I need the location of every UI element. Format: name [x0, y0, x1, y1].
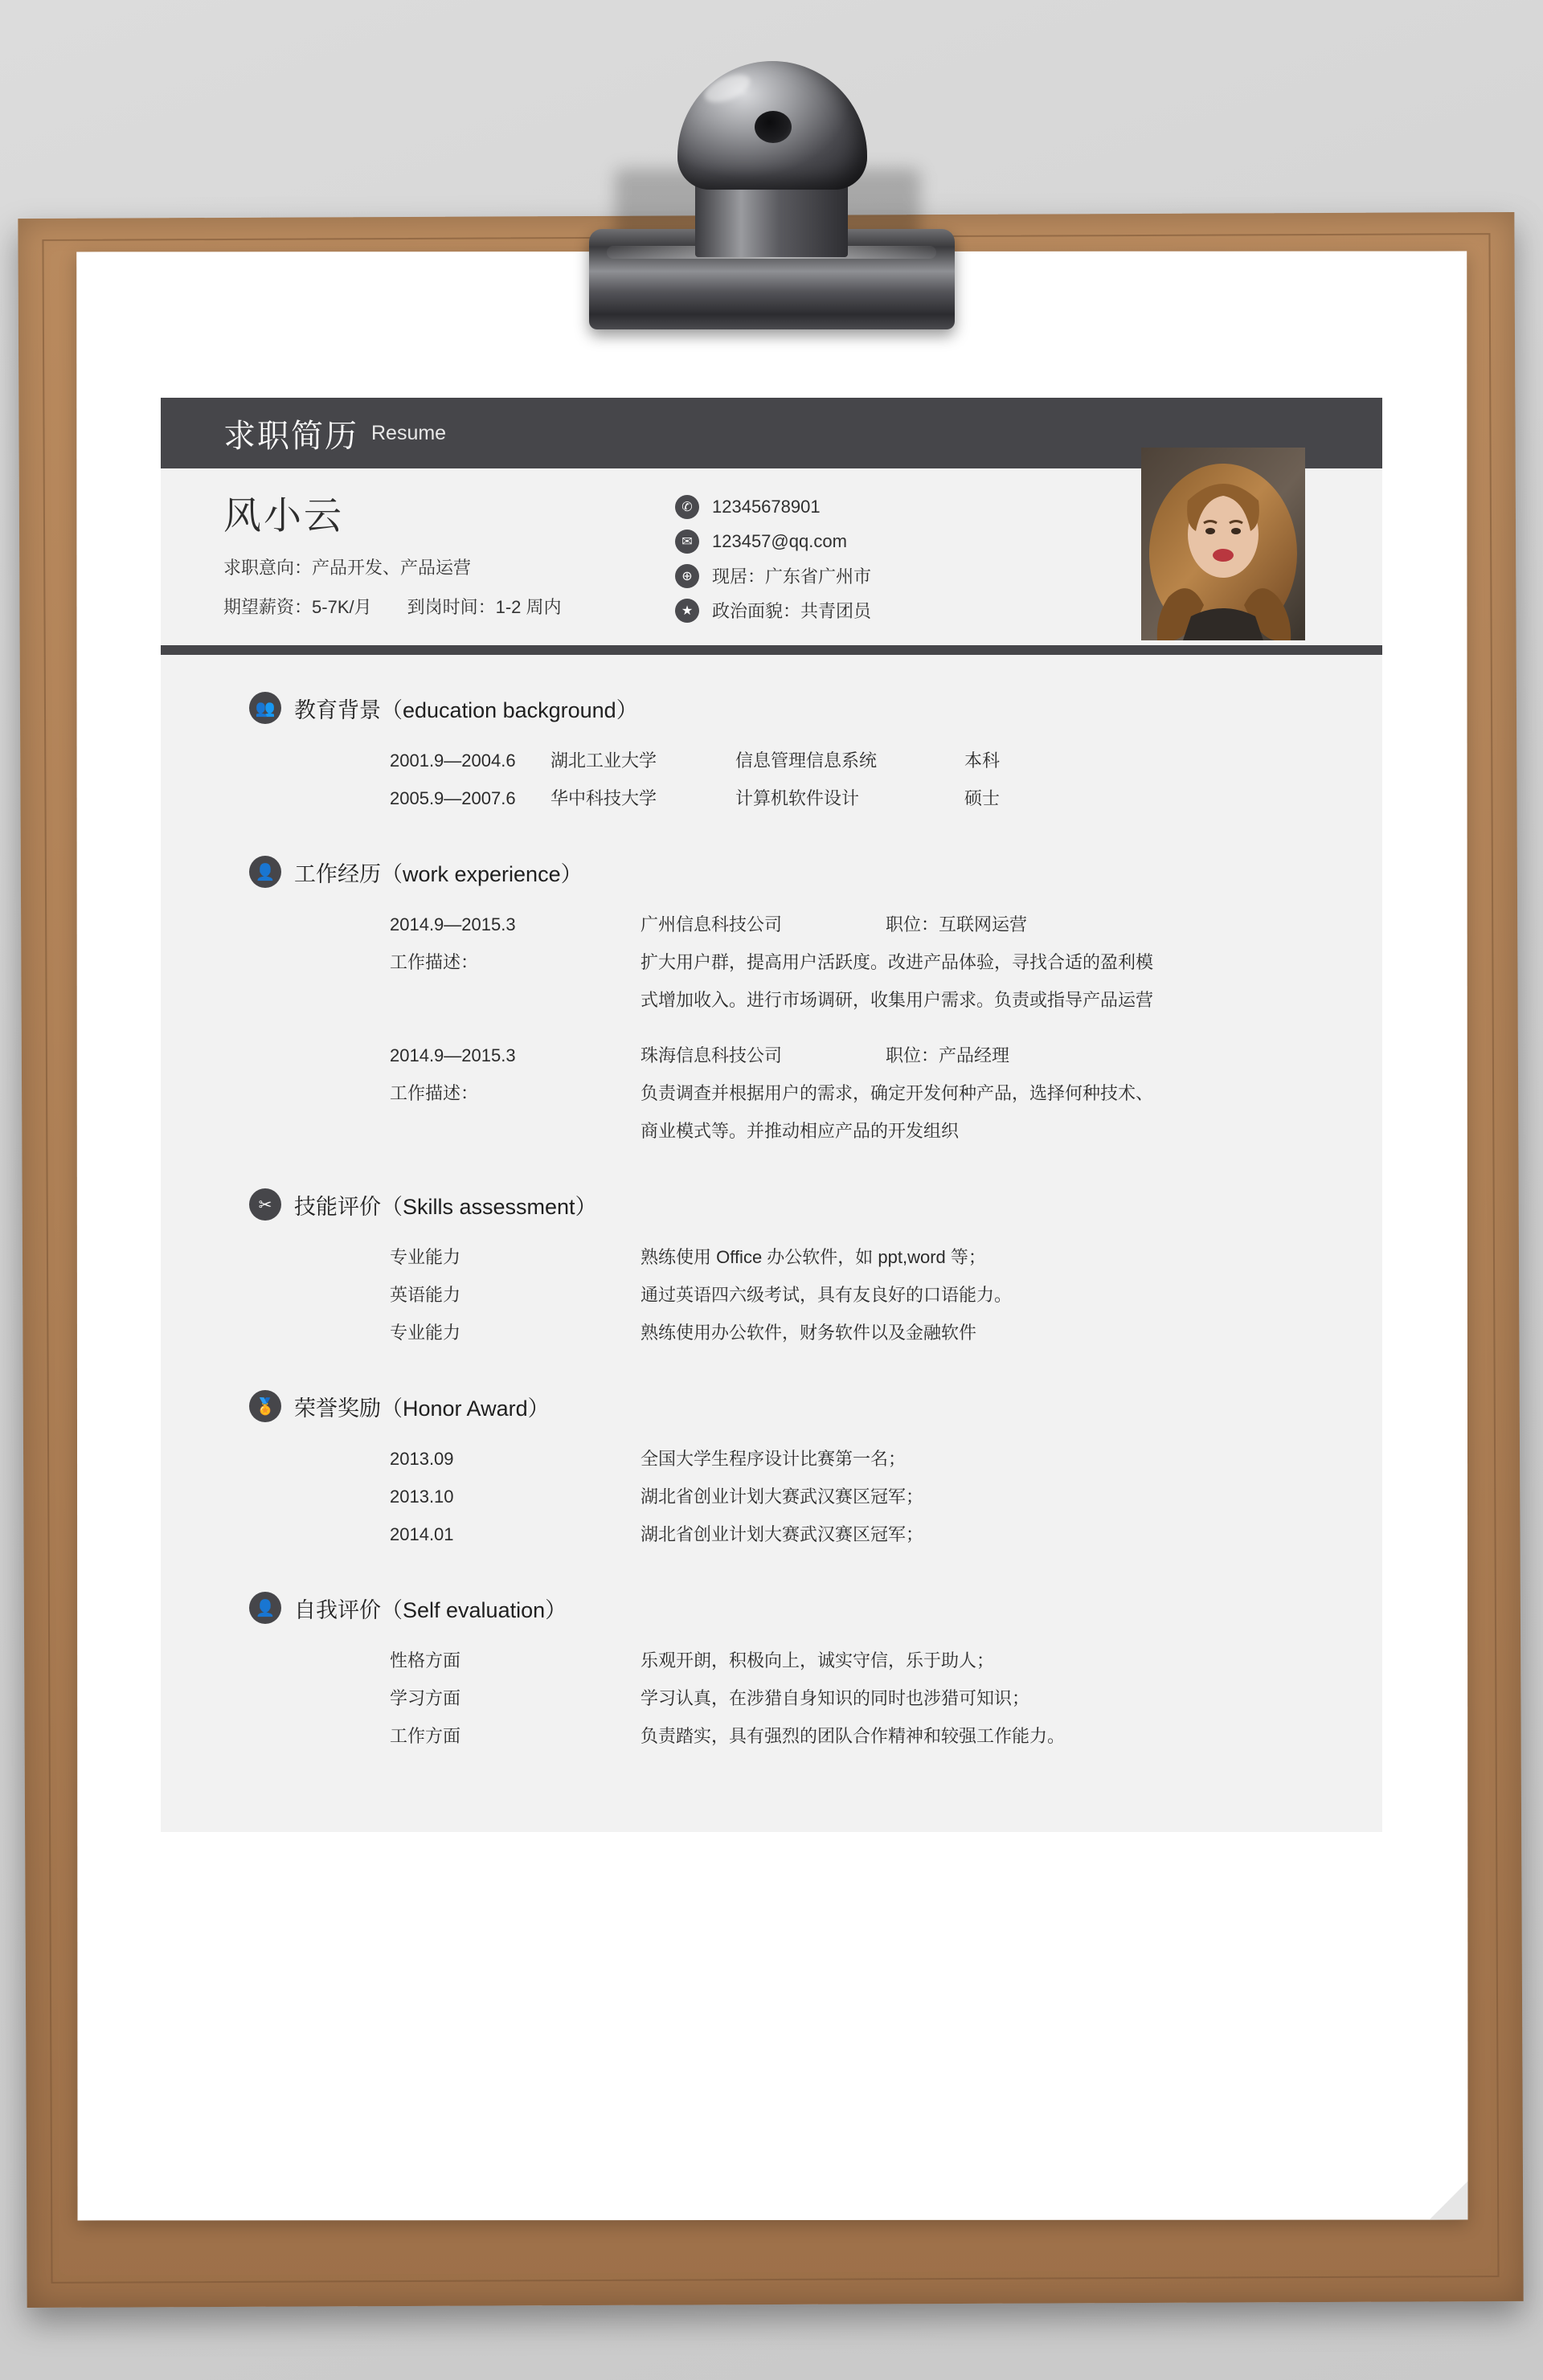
- table-row: [161, 943, 1382, 1019]
- work-position-label: 职位：: [886, 1045, 939, 1065]
- self-value: 乐观开朗，积极向上，诚实守信，乐于助人；: [641, 1650, 995, 1670]
- honor-date: 2013.10: [390, 1486, 454, 1507]
- work-rows: [161, 899, 1382, 1150]
- table-row: [161, 1717, 1382, 1755]
- phone-icon: ✆: [675, 495, 699, 519]
- contact-email: [675, 524, 1029, 558]
- section-self-evaluation: [161, 1592, 1382, 1755]
- table-row: [161, 779, 1382, 817]
- skills-rows: [161, 1232, 1382, 1352]
- table-row: [161, 1037, 1382, 1074]
- self-value: 学习认真，在涉猎自身知识的同时也涉猎可知识；: [641, 1688, 1030, 1708]
- expected-salary: [223, 594, 372, 619]
- spacer: [161, 1019, 1382, 1037]
- onboard-time-label: 到岗时间：: [407, 597, 496, 617]
- work-desc-label: 工作描述：: [390, 1083, 479, 1103]
- education-date: 2005.9—2007.6: [390, 788, 516, 808]
- section-education-header: [161, 692, 1382, 724]
- expected-salary-label: 期望薪资：: [223, 597, 313, 617]
- section-honor-header: [161, 1390, 1382, 1422]
- photo-illustration: [1141, 448, 1305, 640]
- spacer: [161, 1158, 1382, 1188]
- contact-phone-value: 12345678901: [712, 496, 821, 517]
- contact-political-value: 政治面貌：共青团员: [712, 601, 872, 621]
- page-title-en: Resume: [371, 421, 447, 444]
- paper-corner-fold: [1429, 2182, 1467, 2220]
- resume-body: [161, 655, 1382, 1755]
- honor-value: 全国大学生程序设计比赛第一名；: [641, 1449, 907, 1469]
- job-intent-value: 产品开发、产品运营: [312, 558, 472, 578]
- section-honor: [161, 1390, 1382, 1553]
- work-position: [886, 906, 1027, 943]
- work-desc-body: [641, 943, 1382, 1019]
- work-date: 2014.9—2015.3: [390, 1045, 516, 1065]
- self-label: 学习方面: [390, 1688, 461, 1708]
- contact-list: [675, 489, 1029, 628]
- table-row: [161, 1238, 1382, 1276]
- medal-icon: 🏅: [249, 1390, 281, 1422]
- people-icon: 👥: [249, 692, 281, 724]
- education-major: 计算机软件设计: [735, 788, 860, 808]
- clip-dome: [677, 61, 867, 190]
- table-row: [161, 1478, 1382, 1515]
- clip-glint: [701, 69, 754, 108]
- self-label: 工作方面: [390, 1726, 461, 1746]
- spacer: [161, 1360, 1382, 1390]
- work-position-value: 产品经理: [939, 1045, 1010, 1065]
- education-degree: 硕士: [964, 788, 1001, 808]
- table-row: [161, 1515, 1382, 1553]
- section-education-title: 教育背景（education background）: [294, 697, 638, 722]
- section-self-header: [161, 1592, 1382, 1624]
- tools-icon: ✂: [249, 1188, 281, 1221]
- table-row: [161, 906, 1382, 943]
- candidate-photo: [1141, 448, 1305, 640]
- mail-icon: ✉: [675, 530, 699, 554]
- contact-location-value: 现居：广东省广州市: [712, 566, 872, 587]
- job-intent-label: 求职意向：: [223, 558, 313, 578]
- section-work-header: [161, 856, 1382, 888]
- user-icon: 👤: [249, 1592, 281, 1624]
- work-position: [886, 1037, 1009, 1074]
- contact-phone: [675, 489, 1029, 524]
- self-label: 性格方面: [390, 1650, 461, 1670]
- work-desc-line: 负责调查并根据用户的需求，确定开发何种产品，选择何种技术、: [641, 1083, 1154, 1103]
- table-row: [161, 1276, 1382, 1314]
- work-company: 广州信息科技公司: [641, 914, 783, 934]
- honor-date: 2014.01: [390, 1524, 454, 1544]
- section-skills: [161, 1188, 1382, 1352]
- section-work-title: 工作经历（work experience）: [294, 861, 583, 886]
- work-date: 2014.9—2015.3: [390, 914, 516, 934]
- section-skills-title: 技能评价（Skills assessment）: [294, 1194, 597, 1219]
- education-rows: [161, 735, 1382, 817]
- contact-email-value: 123457@qq.com: [712, 530, 847, 551]
- candidate-name: 风小云: [223, 494, 344, 537]
- education-school: 湖北工业大学: [550, 750, 657, 771]
- self-value: 负责踏实，具有强烈的团队合作精神和较强工作能力。: [641, 1726, 1066, 1746]
- location-icon: ⊕: [675, 564, 699, 588]
- table-row: [161, 1642, 1382, 1679]
- section-education: [161, 692, 1382, 817]
- work-desc-line: 扩大用户群，提高用户活跃度。改进产品体验，寻找合适的盈利模: [641, 952, 1154, 972]
- education-major: 信息管理信息系统: [735, 750, 878, 771]
- section-honor-title: 荣誉奖励（Honor Award）: [294, 1396, 550, 1421]
- table-row: [161, 1440, 1382, 1478]
- contact-political: [675, 593, 1029, 628]
- honor-value: 湖北省创业计划大赛武汉赛区冠军；: [641, 1486, 924, 1507]
- work-desc-label: 工作描述：: [390, 952, 479, 972]
- table-row: [161, 1314, 1382, 1352]
- education-date: 2001.9—2004.6: [390, 750, 516, 771]
- expected-salary-value: 5-7K/月: [312, 597, 372, 617]
- work-desc-body: [641, 1074, 1382, 1150]
- work-desc-line: 商业模式等。并推动相应产品的开发组织: [641, 1121, 960, 1141]
- job-intent: [223, 554, 471, 579]
- honor-date: 2013.09: [390, 1449, 454, 1469]
- honor-rows: [161, 1433, 1382, 1553]
- spacer: [161, 825, 1382, 856]
- skill-value: 通过英语四六级考试，具有友良好的口语能力。: [641, 1285, 1013, 1305]
- work-position-label: 职位：: [886, 914, 939, 934]
- skill-value: 熟练使用 Office 办公软件，如 ppt,word 等；: [641, 1247, 986, 1267]
- skill-label: 英语能力: [390, 1285, 461, 1305]
- section-work-experience: [161, 856, 1382, 1150]
- section-self-title: 自我评价（Self evaluation）: [294, 1597, 567, 1622]
- skill-value: 熟练使用办公软件，财务软件以及金融软件: [641, 1323, 977, 1343]
- work-desc-line: 式增加收入。进行市场调研，收集用户需求。负责或指导产品运营: [641, 990, 1154, 1010]
- education-degree: 本科: [964, 750, 1001, 771]
- skill-label: 专业能力: [390, 1323, 461, 1343]
- table-row: [161, 1679, 1382, 1717]
- page-title: 求职简历: [223, 418, 358, 454]
- onboard-time: [407, 594, 562, 619]
- star-icon: ★: [675, 599, 699, 623]
- clip-hole: [755, 111, 792, 143]
- table-row: [161, 742, 1382, 779]
- self-rows: [161, 1635, 1382, 1755]
- person-tie-icon: 👤: [249, 856, 281, 888]
- education-school: 华中科技大学: [550, 788, 657, 808]
- table-row: [161, 1074, 1382, 1150]
- onboard-time-value: 1-2 周内: [495, 597, 562, 617]
- skill-label: 专业能力: [390, 1247, 461, 1267]
- contact-location: [675, 558, 1029, 593]
- spacer: [161, 1561, 1382, 1592]
- work-company: 珠海信息科技公司: [641, 1045, 783, 1065]
- header-divider: [161, 645, 1382, 655]
- identity-block: [161, 468, 1382, 645]
- work-position-value: 互联网运营: [939, 914, 1028, 934]
- section-skills-header: [161, 1188, 1382, 1221]
- resume-content: [161, 398, 1382, 1832]
- honor-value: 湖北省创业计划大赛武汉赛区冠军；: [641, 1524, 924, 1544]
